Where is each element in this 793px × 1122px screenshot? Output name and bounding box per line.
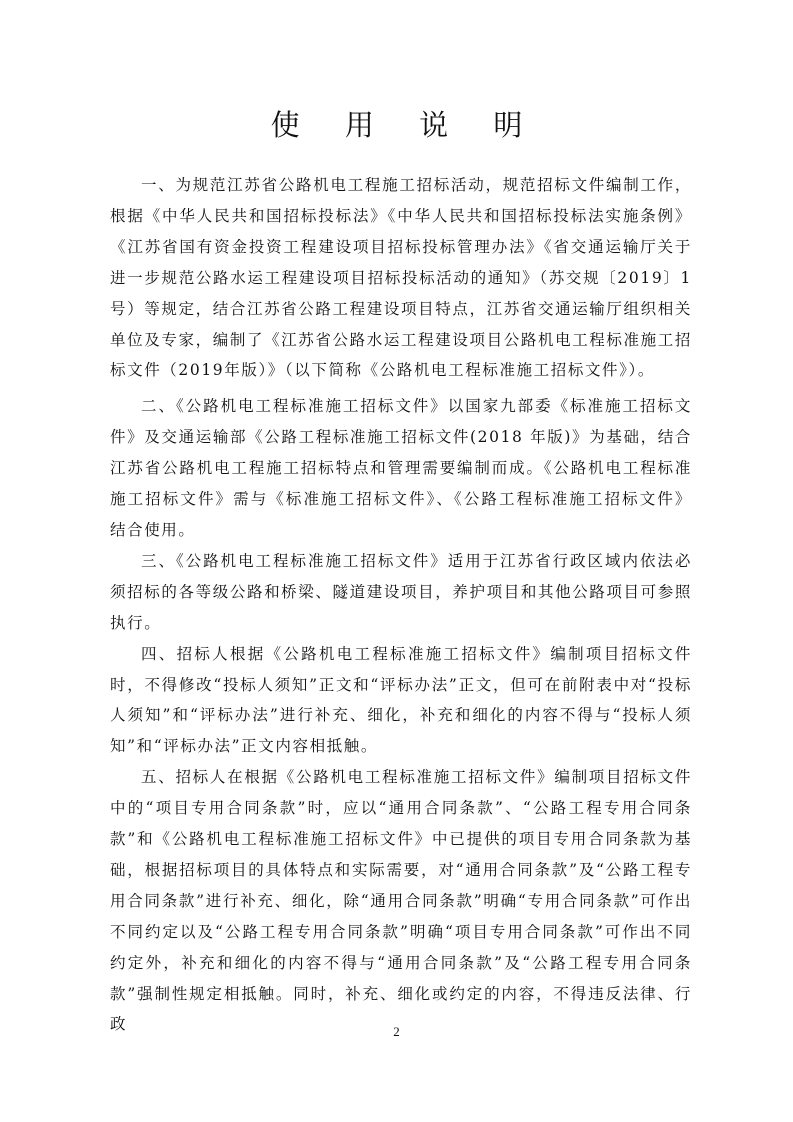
paragraph-5: 五、招标人在根据《公路机电工程标准施工招标文件》编制项目招标文件中的“项目专用合同条款”时，应以“通用合同条款”、“公路工程专用合同条款”和《公路机电工程标准施工招标文件》中已提供的项目专用合同条款为基础，根据招标项目的具体特点和实际需要，对“通用合同条款”及“公路工程专用合同条款”进行补充、细化，除“通用合同条款”明确“专用合同条款”可作出不同约定以及“公路工程专用合同条款”明确“项目专用合同条款”可作出不同约定外，补充和细化的内容不得与“通用合同条款”及“公路工程专用合同条款”强制性规定相抵触。同时，补充、细化或约定的内容，不得违反法律、行政 — [110, 768, 692, 1034]
paragraph-3: 三、《公路机电工程标准施工招标文件》适用于江苏省行政区域内依法必须招标的各等级公路和桥梁、隧道建设项目，养护项目和其他公路项目可参照执行。 — [110, 551, 692, 632]
paragraph-1: 一、为规范江苏省公路机电工程施工招标活动，规范招标文件编制工作，根据《中华人民共和国招标投标法》《中华人民共和国招标投标法实施条例》《江苏省国有资金投资工程建设项目招标投标管理办法》《省交通运输厅关于进一步规范公路水运工程建设项目招标投标活动的通知》（苏交规〔2019〕1号）等规定，结合江苏省公路工程建设项目特点，江苏省交通运输厅组织相关单位及专家，编制了《江苏省公路水运工程建设项目公路机电工程标准施工招标文件（2019年版）》（以下简称《公路机电工程标准施工招标文件》）。 — [110, 176, 692, 380]
paragraph-2: 二、《公路机电工程标准施工招标文件》以国家九部委《标准施工招标文件》及交通运输部《公路工程标准施工招标文件(2018 年版)》为基础，结合江苏省公路机电工程施工招标特点和管理需要编制而成。《公路机电工程标准施工招标文件》需与《标准施工招标文件》、《公路工程标准施工招标文件》结合使用。 — [110, 397, 692, 539]
paragraph-4: 四、招标人根据《公路机电工程标准施工招标文件》编制项目招标文件时，不得修改“投标人须知”正文和“评标办法”正文，但可在前附表中对“投标人须知”和“评标办法”进行补充、细化，补充和细化的内容不得与“投标人须知”和“评标办法”正文内容相抵触。 — [110, 644, 692, 756]
page-title: 使 用 说 明 — [270, 108, 541, 142]
document-body — [110, 170, 692, 1040]
page-number: 2 — [393, 1024, 400, 1039]
